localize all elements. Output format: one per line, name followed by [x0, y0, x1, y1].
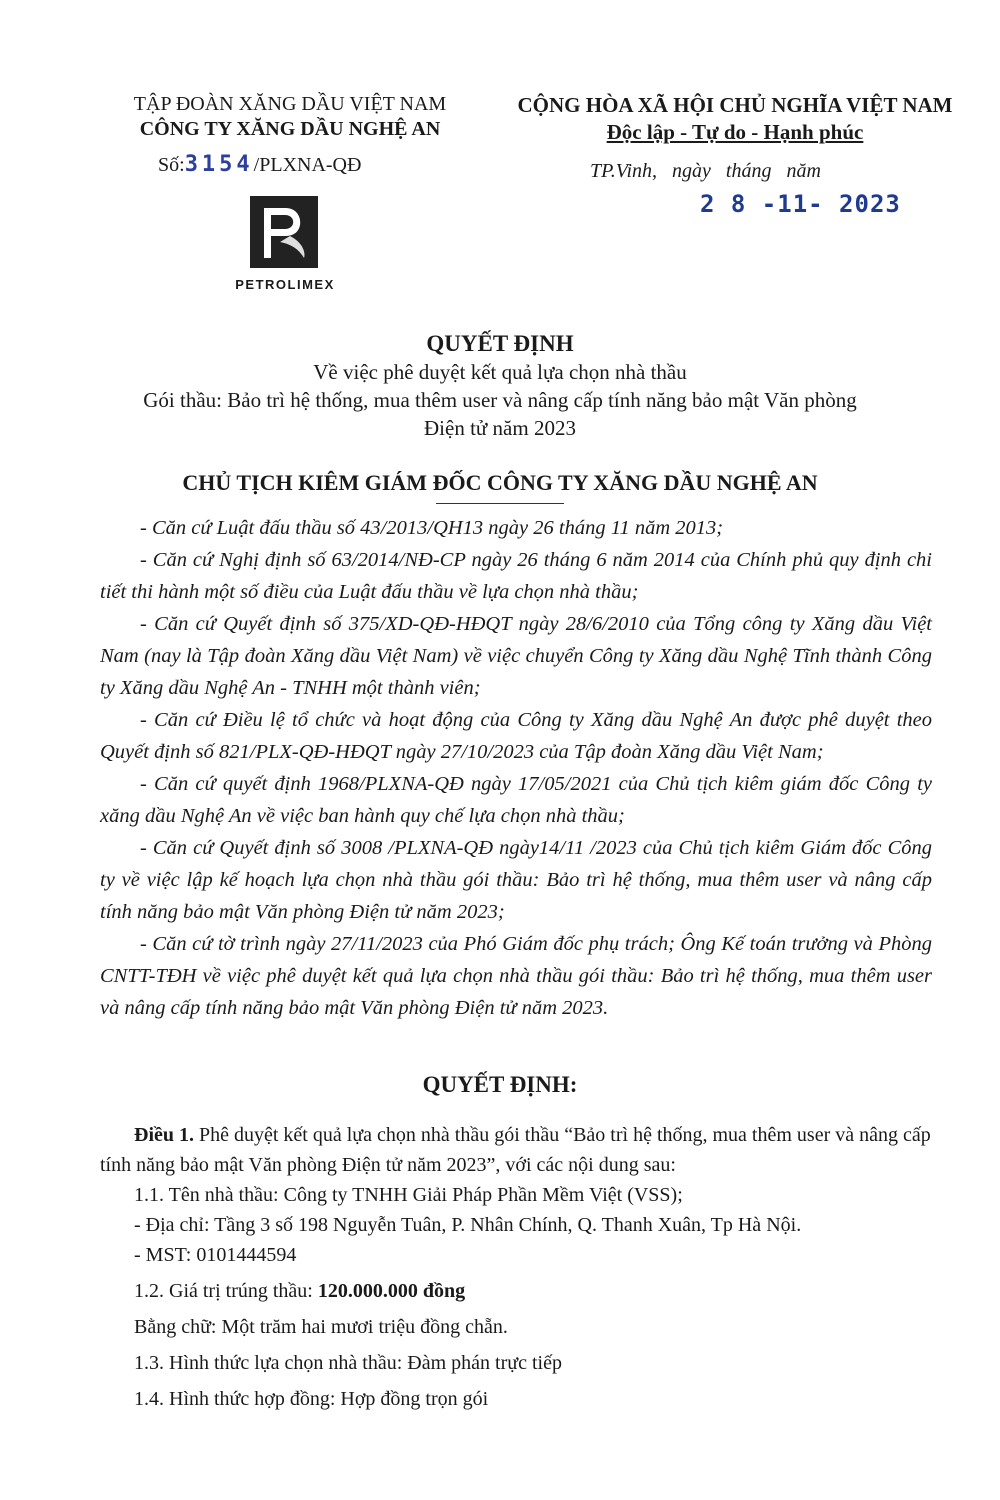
org-parent: TẬP ĐOÀN XĂNG DẦU VIỆT NAM — [133, 93, 447, 115]
basis-item: - Căn cứ quyết định 1968/PLXNA-QĐ ngày 17/05/2021 của Chủ tịch kiêm giám đốc Công ty xăng dầu Nghệ An về việc ban hành quy chế lựa chọn nhà thầu; — [100, 773, 932, 827]
decision-title — [40, 330, 960, 442]
document-number — [158, 152, 361, 177]
logo-text: PETROLIMEX — [235, 277, 335, 292]
basis-item: - Căn cứ Nghị định số 63/2014/NĐ-CP ngày 26 tháng 6 năm 2014 của Chính phủ quy định chi tiết thi hành một số điều của Luật đấu thầu về lựa chọn nhà thầu; — [100, 549, 932, 603]
motto-text: Độc lập - Tự do - Hạnh phúc — [606, 120, 864, 144]
title-subject: Về việc phê duyệt kết quả lựa chọn nhà thầu — [313, 360, 687, 384]
issuer-block — [90, 92, 490, 142]
motto — [500, 119, 970, 146]
basis-item: - Căn cứ tờ trình ngày 27/11/2023 của Phó Giám đốc phụ trách; Ông Kế toán trưởng và Phòng CNTT-TĐH về việc phê duyệt kết quả lựa chọn nhà thầu gói thầu: Bảo trì hệ thống, mua thêm user và nâng cấp tính năng bảo mật Văn phòng Điện tử năm 2023. — [100, 933, 932, 1019]
divider — [436, 503, 564, 504]
decision-heading: QUYẾT ĐỊNH: — [422, 1072, 578, 1097]
title-package-line2: Điện tử năm 2023 — [424, 416, 576, 440]
title-main: QUYẾT ĐỊNH — [426, 331, 574, 356]
contractor-address: - Địa chỉ: Tầng 3 số 198 Nguyễn Tuân, P. Nhân Chính, Q. Thanh Xuân, Tp Hà Nội. — [134, 1214, 802, 1236]
nation-name: CỘNG HÒA XÃ HỘI CHỦ NGHĨA VIỆT NAM — [517, 93, 953, 117]
place-date: TP.Vinh, ngày tháng năm — [590, 160, 821, 182]
contractor-name: 1.1. Tên nhà thầu: Công ty TNHH Giải Pháp Phần Mềm Việt (VSS); — [134, 1184, 683, 1206]
title-package-line1: Gói thầu: Bảo trì hệ thống, mua thêm user và nâng cấp tính năng bảo mật Văn phòng — [143, 388, 857, 412]
value-in-words: Bằng chữ: Một trăm hai mươi triệu đồng chẵn. — [134, 1316, 508, 1338]
stamped-date: 2 8 -11- 2023 — [700, 190, 901, 218]
winning-value — [100, 1276, 932, 1306]
national-header — [500, 92, 970, 146]
contract-type: 1.4. Hình thức hợp đồng: Hợp đồng trọn gói — [134, 1388, 489, 1410]
basis-item: - Căn cứ Quyết định số 375/XD-QĐ-HĐQT ngày 28/6/2010 của Tổng công ty Xăng dầu Việt Nam (nay là Tập đoàn Xăng dầu Việt Nam) về việc chuyển Công ty Xăng dầu Nghệ Tĩnh thành Công ty Xăng dầu Nghệ An - TNHH một thành viên; — [100, 613, 932, 699]
basis-item: - Căn cứ Quyết định số 3008 /PLXNA-QĐ ngày14/11 /2023 của Chủ tịch kiêm Giám đốc Công ty về việc lập kế hoạch lựa chọn nhà thầu gói thầu: Bảo trì hệ thống, mua thêm user và nâng cấp tính năng bảo mật Văn phòng Điện tử năm 2023; — [100, 837, 932, 923]
article-1-intro — [100, 1120, 932, 1180]
authority-heading: CHỦ TỊCH KIÊM GIÁM ĐỐC CÔNG TY XĂNG DẦU NGHỆ AN — [182, 470, 818, 495]
doc-no-handwritten: 3154 — [184, 152, 254, 177]
contractor-tax-code: - MST: 0101444594 — [134, 1244, 297, 1266]
selection-method: 1.3. Hình thức lựa chọn nhà thầu: Đàm phán trực tiếp — [134, 1352, 562, 1374]
petrolimex-logo-icon — [250, 196, 318, 268]
doc-no-prefix: Số: — [158, 154, 185, 176]
value-label: 1.2. Giá trị trúng thầu: — [134, 1280, 318, 1302]
legal-bases — [100, 512, 932, 1024]
value-amount: 120.000.000 đồng — [317, 1280, 466, 1302]
org-company: CÔNG TY XĂNG DẦU NGHỆ AN — [139, 118, 441, 140]
article-text: Phê duyệt kết quả lựa chọn nhà thầu gói thầu “Bảo trì hệ thống, mua thêm user và nâng cấp tính năng bảo mật Văn phòng Điện tử năm 2023”, với các nội dung sau: — [100, 1124, 931, 1176]
article-label: Điều 1. — [134, 1124, 194, 1146]
doc-no-suffix: /PLXNA-QĐ — [253, 154, 362, 176]
basis-item: - Căn cứ Luật đấu thầu số 43/2013/QH13 ngày 26 tháng 11 năm 2013; — [140, 517, 724, 539]
basis-item: - Căn cứ Điều lệ tổ chức và hoạt động của Công ty Xăng dầu Nghệ An được phê duyệt theo Quyết định số 821/PLX-QĐ-HĐQT ngày 27/10/2023 của Tập đoàn Xăng dầu Việt Nam; — [100, 709, 932, 763]
article-1 — [100, 1120, 932, 1414]
